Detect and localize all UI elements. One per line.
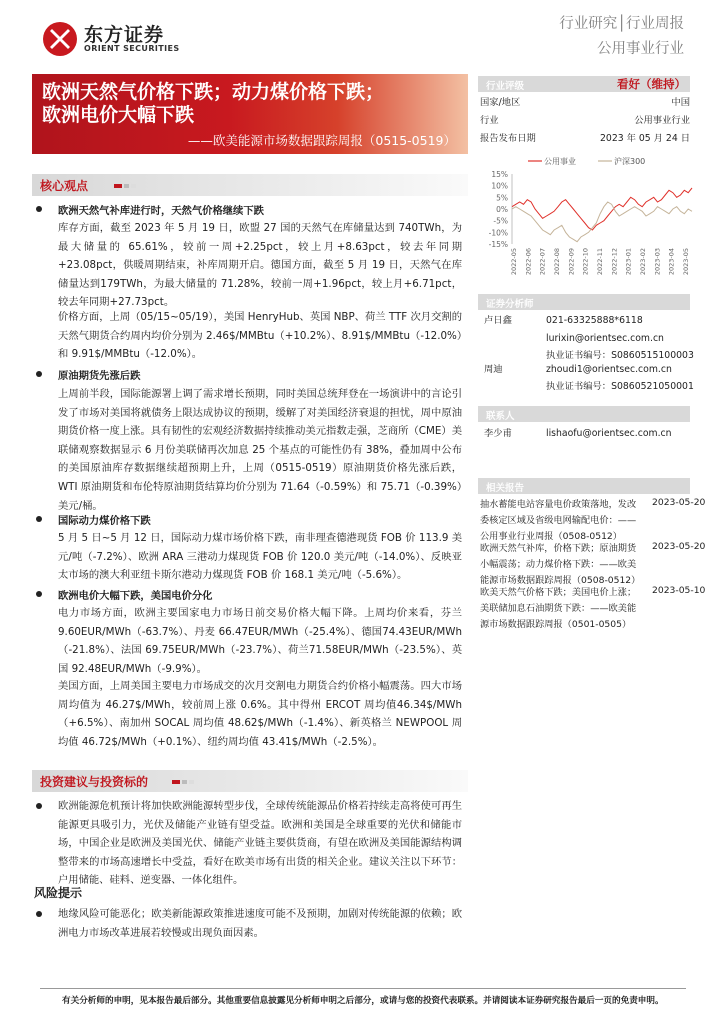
x-tick-label: 2022-08 xyxy=(553,248,561,276)
info-row xyxy=(480,130,690,148)
related-report-date: 2023-05-20 xyxy=(652,541,706,552)
x-tick-label: 2022-09 xyxy=(567,248,576,276)
paragraph: 美国方面，上周美国主要电力市场成交的次月交割电力期货合约价格小幅震荡。四大市场周均值为 46.27$/MWh，较前周上涨 0.6%。其中得州 ERCOT 周均值46.34$/MWh（+6.5%）、南加州 SOCAL 周均值 48.62$/MWh（-1.4%）、新英格兰 NEWPOOL 周均值 46.72$/MWh（+0.1%）、纽约周均值 43.41$/MWh（-2.5%）。 xyxy=(58,680,462,748)
analyst-cert: 执业证书编号：S0860515100003 xyxy=(546,350,694,361)
contact-label: 联系人 xyxy=(486,411,515,422)
info-value: 中国 xyxy=(671,97,690,108)
footer-divider xyxy=(40,988,686,989)
bullet-icon xyxy=(36,516,42,522)
y-tick-label: 5% xyxy=(496,193,508,203)
x-tick-label: 2022-11 xyxy=(596,248,604,276)
info-row xyxy=(480,112,690,130)
x-tick-label: 2023-01 xyxy=(624,248,633,276)
info-key: 行业 xyxy=(480,114,499,126)
x-tick-label: 2023-04 xyxy=(667,248,676,276)
x-tick-label: 2023-03 xyxy=(653,248,662,276)
info-row xyxy=(480,94,690,112)
related-report-link[interactable]: 欧洲天然气补库，价格下跌；原油期货小幅震荡；动力煤价格下跌：——欧美能源市场数据跟踪周报（0508-0512） xyxy=(480,543,641,586)
analyst-phone: 021-63325888*6118 xyxy=(546,315,643,326)
bullet-title: 欧洲电价大幅下跌，美国电价分化 xyxy=(58,590,213,602)
subtitle: ——欧美能源市场数据跟踪周报（0515-0519） xyxy=(187,133,456,148)
x-tick-label: 2022-07 xyxy=(538,248,547,276)
legend-label: 沪深300 xyxy=(614,157,646,166)
related-report-date: 2023-05-10 xyxy=(652,585,706,596)
related-label: 相关报告 xyxy=(486,483,525,494)
risk-heading: 风险提示 xyxy=(34,886,83,900)
analyst-name: 卢日鑫 xyxy=(484,315,512,326)
section-title: 核心观点 xyxy=(40,179,89,193)
analyst-header xyxy=(478,294,690,310)
info-value: 公用事业行业 xyxy=(634,114,690,126)
x-tick-label: 2023-02 xyxy=(639,248,647,276)
orient-securities-logo-icon xyxy=(42,21,78,57)
company-logo xyxy=(42,20,202,56)
legend-label: 公用事业 xyxy=(544,157,576,166)
y-tick-label: 0% xyxy=(496,205,508,214)
bullet-title: 原油期货先涨后跌 xyxy=(58,370,141,382)
paragraph: 电力市场方面，欧洲主要国家电力市场日前交易价格大幅下降。上周均价来看，芬兰 9.60EUR/MWh（-63.7%）、丹麦 66.47EUR/MWh（-25.4%）、德国74.43EUR/MWh（-21.8%）、法国 69.75EUR/MWh（-23.7%）、荷兰71.58EUR/MWh（-23.5%）、英国 92.48EUR/MWh（-9.9%）。 xyxy=(58,607,462,675)
rating-value: 看好（维持） xyxy=(617,77,686,91)
index-comparison-chart xyxy=(478,152,698,282)
advice-section-header xyxy=(32,770,468,792)
core-section-header xyxy=(32,174,468,196)
x-tick-label: 2022-12 xyxy=(610,248,619,276)
title-line-2: 欧洲电价大幅下跌 xyxy=(42,104,195,126)
series-line xyxy=(512,188,692,230)
section-decoration-icon xyxy=(172,780,194,784)
logo-name-cn: 东方证券 xyxy=(84,24,165,46)
title-line-1: 欧洲天然气价格下跌；动力煤价格下跌； xyxy=(42,81,385,103)
section-decoration-icon xyxy=(114,184,136,188)
contact-header xyxy=(478,406,690,422)
info-key: 报告发布日期 xyxy=(480,132,536,144)
y-tick-label: -5% xyxy=(493,216,508,226)
paragraph: 上周前半段，国际能源署上调了需求增长预期，同时美国总统拜登在一场演讲中的言论引发了市场对美国将就债务上限达成协议的预期，缓解了对美国经济衰退的担忧，周中原油期货价格一度上涨。具有韧性的宏观经济数据持续推动美元指数走强，芝商所（CME）美联储观察数据显示 6 月份美联储再次加息 25 个基点的可能性仍有 38%，叠加周中公布的美国原油库存数据继续超预期上升，上周（0515-0519）原油期货价格先涨后跌，WTI 原油期货和布伦特原油期货结算均价分别为 71.64（-0.59%）和 75.71（-0.39%）美元/桶。 xyxy=(58,388,462,512)
related-header xyxy=(478,478,690,494)
logo-name-en: ORIENT SECURITIES xyxy=(84,44,180,53)
paragraph: 5 月 5 日~5 月 12 日，国际动力煤市场价格下跌，南非理查德港现货 FOB 价 113.9 美元/吨（-7.2%）、欧洲 ARA 三港动力煤现货 FOB 价 120.0 美元/吨（-14.0%）、反映亚太市场的澳大利亚纽卡斯尔港动力煤现货 FOB 价 168.1 美元/吨（-5.6%）。 xyxy=(58,532,462,582)
bullet-icon xyxy=(36,206,42,212)
section-title: 投资建议与投资标的 xyxy=(40,775,149,789)
related-report-link[interactable]: 抽水蓄能电站容量电价政策落地，发改委核定区域及省级电网输配电价：——公用事业行业周报（0508-0512） xyxy=(480,499,637,542)
bullet-title: 国际动力煤价格下跌 xyxy=(58,515,151,527)
paragraph: 库存方面，截至 2023 年 5 月 19 日，欧盟 27 国的天然气在库储量达到 740TWh，为最大储量的 65.61%，较前一周+2.25pct，较上月+8.63pct，较去年同期+23.08pct，供暖周期结束，补库周期开启。德国方面，截至 5 月 19 日，天然气在库储量达到179TWh，为最大储量的 71.28%，较前一周+1.96pct，较上月+6.71pct，较去年同期+27.73pct。 xyxy=(58,222,462,309)
analyst-label: 证券分析师 xyxy=(486,299,534,310)
rating-label: 行业评级 xyxy=(486,81,525,92)
bullet-icon xyxy=(36,591,42,597)
x-tick-label: 2022-10 xyxy=(581,248,590,276)
bullet-icon xyxy=(36,803,42,809)
title-banner xyxy=(32,74,468,154)
analyst-name: 周迪 xyxy=(484,364,503,375)
y-tick-label: 10% xyxy=(491,181,508,191)
x-tick-label: 2022-05 xyxy=(510,248,518,276)
bullet-icon xyxy=(36,371,42,377)
disclaimer-footer: 有关分析师的申明，见本报告最后部分。其他重要信息披露见分析师申明之后部分，或请与您的投资代表联系。并请阅读本证券研究报告最后一页的免责申明。 xyxy=(62,996,664,1006)
x-tick-label: 2022-06 xyxy=(524,248,533,276)
analyst-cert: 执业证书编号：S0860521050001 xyxy=(546,381,694,392)
industry-label: 公用事业行业 xyxy=(597,41,684,57)
y-tick-label: -15% xyxy=(488,240,508,249)
x-tick-label: 2023-05 xyxy=(682,248,690,276)
bullet-icon xyxy=(36,911,42,917)
related-report-link[interactable]: 欧美天然气价格下跌；美国电价上涨；美联储加息石油期货下跌：——欧美能源市场数据跟踪周报（0501-0505） xyxy=(480,587,637,630)
contact-email[interactable]: lishaofu@orientsec.com.cn xyxy=(546,428,672,439)
paragraph: 地缘风险可能恶化；欧美新能源政策推进速度可能不及预期，加剧对传统能源的依赖；欧洲电力市场改革进展若较慢或出现负面因素。 xyxy=(58,908,462,939)
rating-header xyxy=(478,76,690,92)
related-report-date: 2023-05-20 xyxy=(652,497,706,508)
info-value: 2023 年 05 月 24 日 xyxy=(600,132,690,144)
contact-name: 李少甫 xyxy=(484,428,512,439)
y-tick-label: -10% xyxy=(488,228,508,238)
report-info-table xyxy=(480,94,690,147)
report-category xyxy=(559,12,684,62)
bullet-title: 欧洲天然气补库进行时，天然气价格继续下跌 xyxy=(58,205,264,217)
analyst-email[interactable]: lurixin@orientsec.com.cn xyxy=(546,333,664,344)
report-type-label: 行业研究│行业周报 xyxy=(559,16,684,32)
paragraph: 欧洲能源危机预计将加快欧洲能源转型步伐，全球传统能源品价格若持续走高将使可再生能源更具吸引力，光伏及储能产业链有望受益。欧洲和美国是全球重要的光伏和储能市场，中国企业是欧洲及美国光伏、储能产业链主要供货商，有望在欧洲及美国能源结构调整带来的市场高速增长中受益，看好在欧美市场有出货的相关企业。建议关注以下环节：户用储能、硅料、逆变器、一体化组件。 xyxy=(58,800,462,887)
y-tick-label: 15% xyxy=(491,170,508,179)
info-key: 国家/地区 xyxy=(480,97,521,108)
paragraph: 价格方面，上周（05/15~05/19），美国 HenryHub、英国 NBP、荷兰 TTF 次月交割的天然气期货合约周内均价分别为 2.46$/MMBtu（+10.2%）、8.91$/MMBtu（-12.0%）和 9.91$/MMBtu（-12.0%）。 xyxy=(58,311,462,361)
analyst-email[interactable]: zhoudi1@orientsec.com.cn xyxy=(546,364,672,375)
